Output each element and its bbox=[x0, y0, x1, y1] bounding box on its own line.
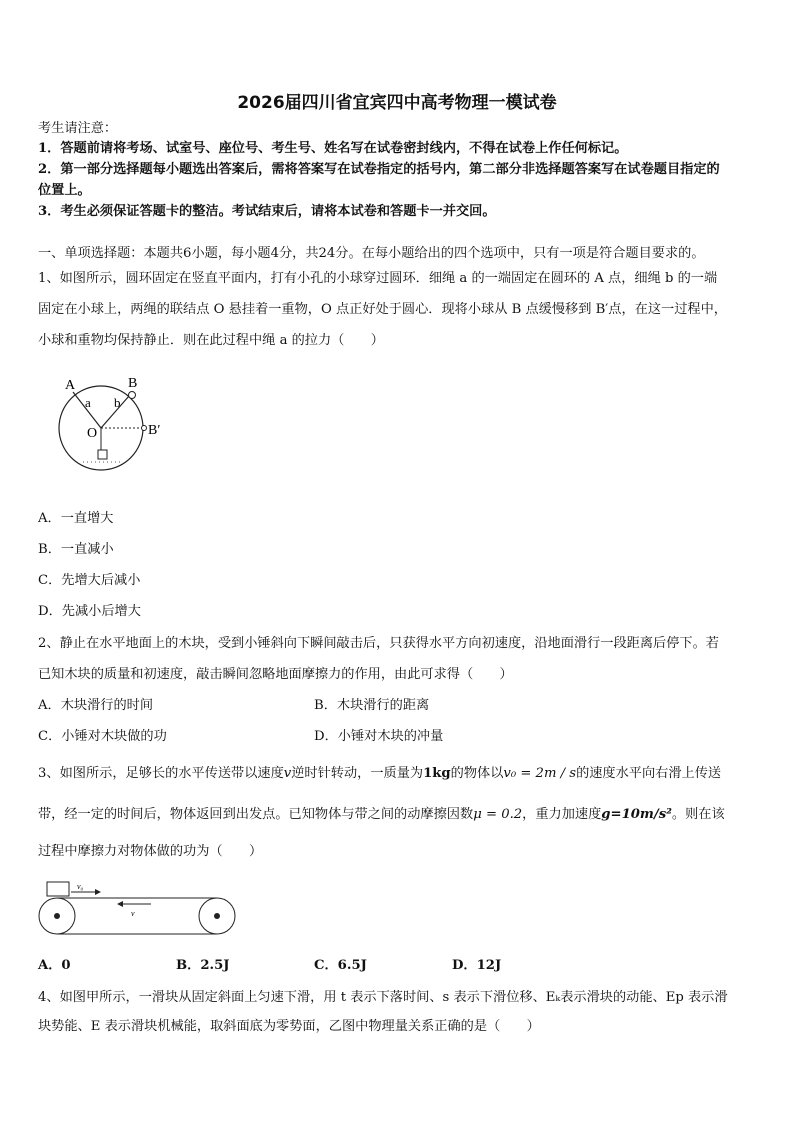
label-a: a bbox=[85, 395, 91, 410]
option: C．6.5J bbox=[314, 958, 367, 973]
notice-item: 2．第一部分选择题每小题选出答案后，需将答案写在试卷指定的括号内，第二部分非选择题答案写在试卷题目指定的 bbox=[38, 162, 720, 177]
label-A: A bbox=[65, 378, 76, 393]
notice-item: 3．考生必须保证答题卡的整洁。考试结束后，请将本试卷和答题卡一并交回。 bbox=[38, 204, 496, 219]
option: B．木块滑行的距离 bbox=[314, 698, 430, 713]
label-O: O bbox=[87, 426, 98, 441]
question-text: 已知木块的质量和初速度，敲击瞬间忽略地面摩擦力的作用，由此可求得（ ） bbox=[38, 667, 513, 682]
label-v0: v₀ bbox=[77, 882, 84, 891]
question-text: 4、如图甲所示，一滑块从固定斜面上匀速下滑，用 t 表示下落时间、s 表示下滑位移、Eₖ表示滑块的动能、Ep 表示滑 bbox=[38, 990, 728, 1005]
option: A．一直增大 bbox=[38, 511, 114, 526]
question-text: 2、静止在水平地面上的木块，受到小锤斜向下瞬间敲击后，只获得水平方向初速度，沿地面滑行一段距离后停下。若 bbox=[38, 636, 719, 651]
question-text: 3、如图所示，足够长的水平传送带以速度v逆时针转动，一质量为1kg的物体以v₀ = 2m / s的速度水平向右滑上传送 bbox=[38, 766, 722, 781]
option: A．0 bbox=[38, 958, 71, 973]
option: D．小锤对木块的冲量 bbox=[314, 729, 444, 744]
label-B-prime: B′ bbox=[148, 423, 161, 438]
question-text: 带，经一定的时间后，物体返回到出发点。已知物体与带之间的动摩擦因数μ = 0.2，重力加速度g=10m/s²。则在该 bbox=[38, 807, 725, 822]
question-text: 块势能、E 表示滑块机械能，取斜面底为零势面，乙图中物理量关系正确的是（ ） bbox=[38, 1019, 540, 1034]
label-b: b bbox=[114, 395, 121, 410]
page-title: 2026届四川省宜宾四中高考物理一模试卷 bbox=[237, 93, 557, 113]
notice-heading: 考生请注意： bbox=[38, 121, 118, 136]
question-text: 过程中摩擦力对物体做的功为（ ） bbox=[38, 844, 263, 859]
option: B．一直减小 bbox=[38, 542, 114, 557]
ring-figure bbox=[55, 370, 165, 480]
option: C．先增大后减小 bbox=[38, 573, 141, 588]
option: B．2.5J bbox=[176, 958, 230, 973]
conveyor-figure bbox=[35, 880, 245, 938]
question-text: 固定在小球上，两绳的联结点 O 悬挂着一重物，O 点正好处于圆心．现将小球从 B 点缓慢移到 B′点，在这一过程中， bbox=[38, 302, 727, 317]
notice-item: 1．答题前请将考场、试室号、座位号、考生号、姓名写在试卷密封线内，不得在试卷上作任何标记。 bbox=[38, 141, 628, 156]
section-heading: 一、单项选择题：本题共6小题，每小题4分，共24分。在每小题给出的四个选项中，只有一项是符合题目要求的。 bbox=[38, 246, 705, 261]
notice-item: 位置上。 bbox=[38, 183, 91, 198]
label-v: v bbox=[131, 909, 135, 918]
option: A．木块滑行的时间 bbox=[38, 698, 154, 713]
question-text: 小球和重物均保持静止．则在此过程中绳 a 的拉力（ ） bbox=[38, 333, 384, 348]
label-B: B bbox=[128, 376, 138, 391]
option: C．小锤对木块做的功 bbox=[38, 729, 167, 744]
option: D．先减小后增大 bbox=[38, 604, 141, 619]
question-text: 1、如图所示，圆环固定在竖直平面内，打有小孔的小球穿过圆环．细绳 a 的一端固定在圆环的 A 点，细绳 b 的一端 bbox=[38, 271, 718, 286]
option: D．12J bbox=[452, 958, 502, 973]
